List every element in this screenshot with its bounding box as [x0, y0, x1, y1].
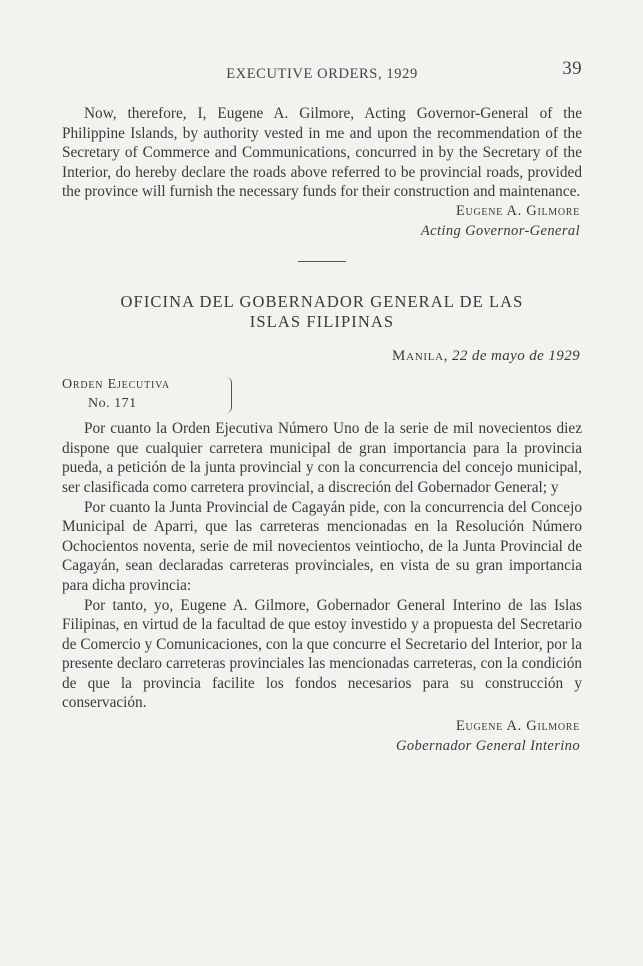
office-title: [62, 292, 582, 332]
english-order-conclusion: [62, 104, 582, 241]
english-signature: [62, 202, 582, 241]
english-paragraph: Now, therefore, I, Eugene A. Gilmore, Acting Governor-General of the Philippine Islands, by authority vested in me and upon the recommendation of the Secretary of Commerce and Communications, concurred in by the Secretary of the Interior, do hereby declare the roads above referred to be provincial roads, provided the province will furnish the necessary funds for their construction and maintenance.: [62, 105, 582, 201]
spanish-paragraph-2: Por cuanto la Junta Provincial de Cagayán pide, con la concurrencia del Concejo Municipal de Aparri, que las carreteras mencionadas en la Resolución Número Ochocientos noventa, serie de mil novecientos veintiocho, de la Junta Provincial de Cagayán, sean declaradas carreteras provinciales, en vista de su gran importancia para dicha provincia:: [62, 498, 582, 594]
page-number: 39: [562, 58, 582, 79]
section-divider: [298, 261, 346, 262]
spanish-paragraph-3: Por tanto, yo, Eugene A. Gilmore, Gobernador General Interino de las Islas Filipinas, en virtud de la facultad de que estoy investido y a propuesta del Secretario de Comercio y Comunicaciones, con la que concurre el Secretario del Interior, por la presente declaro carreteras provinciales las mencionadas carreteras, con la condición de que la provincia facilite los fondos necesarios para su construcción y conservación.: [62, 596, 582, 712]
running-title: EXECUTIVE ORDERS, 1929: [226, 66, 418, 82]
office-title-line-2: ISLAS FILIPINAS: [249, 312, 395, 332]
spanish-signature: [62, 717, 582, 756]
spanish-paragraph-1: Por cuanto la Orden Ejecutiva Número Uno de la serie de mil novecientos diez dispone que cualquier carretera municipal de gran importancia para la provincia pueda, a petición de la junta provincial y con la concurrencia del concejo municipal, ser clasificada como carretera provincial, a discreción del Gobernador General; y: [62, 420, 582, 496]
dateline: [62, 348, 582, 365]
english-signature-title: Acting Governor-General: [420, 222, 580, 239]
dateline-place: Manila,: [392, 348, 449, 365]
order-label: Orden Ejecutiva: [62, 377, 170, 393]
order-brace: [225, 377, 232, 413]
spanish-signature-title: Gobernador General Interino: [396, 737, 580, 754]
spanish-order-body: [62, 419, 582, 713]
order-identifier: [62, 377, 582, 419]
spanish-signature-name: Eugene A. Gilmore: [456, 718, 580, 735]
document-page: [62, 58, 582, 756]
running-header: [62, 58, 582, 84]
dateline-date: 22 de mayo de 1929: [451, 348, 580, 365]
order-number: No. 171: [88, 396, 137, 412]
english-signature-name: Eugene A. Gilmore: [456, 202, 580, 219]
office-title-line-1: OFICINA DEL GOBERNADOR GENERAL DE LAS: [120, 292, 524, 312]
